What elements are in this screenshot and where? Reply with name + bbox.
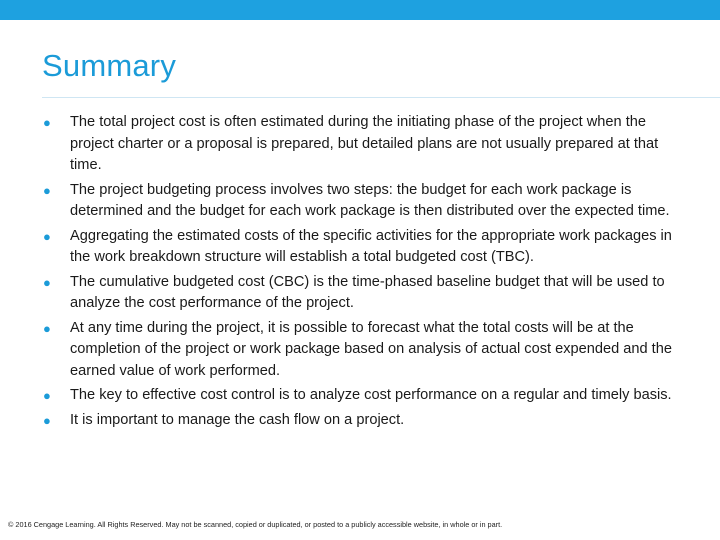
bullet-text: The key to effective cost control is to analyze cost performance on a regular and timely basis. — [70, 387, 672, 403]
bullet-item — [42, 385, 692, 407]
bullet-item — [42, 410, 692, 432]
copyright-footer: © 2016 Cengage Learning. All Rights Reserved. May not be scanned, copied or duplicated, or posted to a publicly accessible website, in whole or in part. — [8, 520, 503, 529]
bullet-item — [42, 180, 692, 223]
slide-title: Summary — [42, 48, 177, 83]
bullet-dot-icon: ● — [43, 388, 51, 403]
bullet-dot-icon: ● — [43, 320, 51, 336]
bullet-dot-icon: ● — [43, 274, 51, 290]
bullet-text: At any time during the project, it is possible to forecast what the total costs will be at the completion of the project or work package based on analysis of actual cost expended and the earned value of work performed. — [70, 319, 672, 379]
bullet-item — [42, 318, 692, 383]
bullet-text: It is important to manage the cash flow on a project. — [70, 411, 405, 428]
bullet-text: The project budgeting process involves two steps: the budget for each work package is determined and the budget for each work package is then distributed over the expected time. — [70, 181, 670, 219]
title-divider — [42, 97, 720, 98]
bullet-dot-icon: ● — [43, 228, 51, 244]
bullet-dot-icon: ● — [43, 115, 51, 130]
bullet-text: The cumulative budgeted cost (CBC) is the time-phased baseline budget that will be used to analyze the cost performance of the project. — [70, 273, 665, 311]
bullet-dot-icon: ● — [43, 182, 51, 198]
bullet-text: The total project cost is often estimated during the initiating phase of the project when the project charter or a proposal is prepared, but detailed plans are not usually prepared at that time. — [70, 114, 659, 173]
bullet-text: Aggregating the estimated costs of the specific activities for the appropriate work packages in the work breakdown structure will establish a total budgeted cost (TBC). — [70, 227, 672, 265]
bullet-dot-icon: ● — [43, 412, 51, 428]
bullet-item — [42, 272, 692, 315]
bullet-item — [42, 226, 692, 269]
bullet-item — [42, 112, 692, 177]
top-accent-bar — [0, 0, 720, 20]
bullet-list — [42, 112, 692, 434]
